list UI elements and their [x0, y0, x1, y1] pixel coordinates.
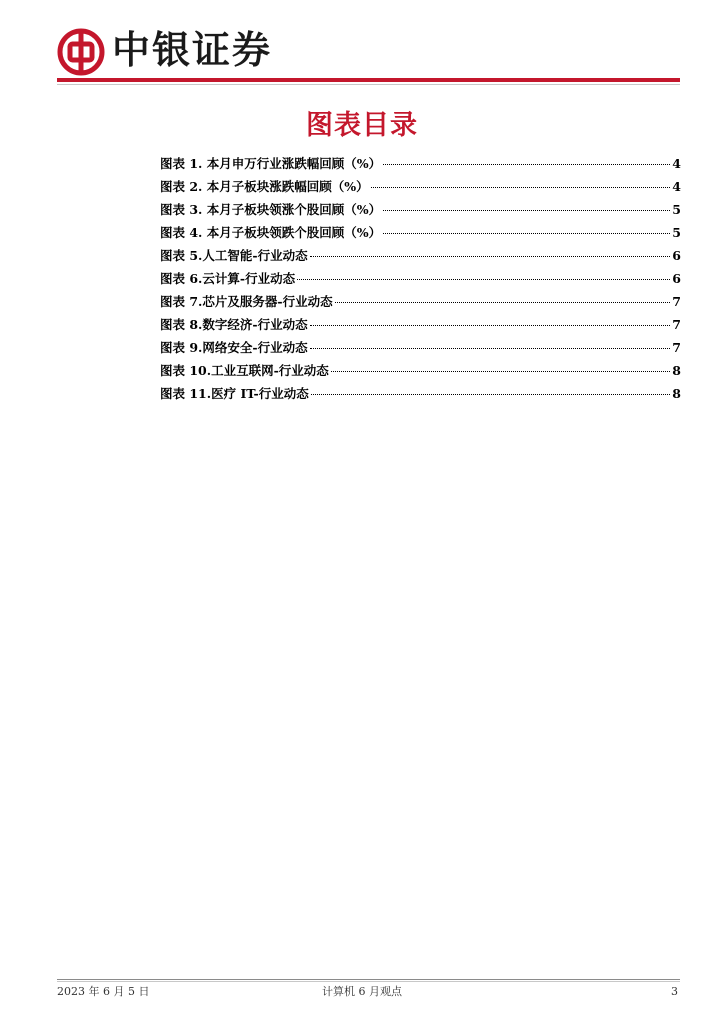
toc-entry-page: 7 — [672, 340, 681, 355]
footer-date: 2023 年 6 月 5 日 — [57, 985, 150, 998]
toc-entry-page: 8 — [672, 386, 681, 401]
toc-entry-label: 图表 5.人工智能-行业动态 — [160, 248, 308, 263]
toc-entry-label: 图表 8.数字经济-行业动态 — [160, 317, 308, 332]
toc-entry[interactable] — [160, 221, 681, 244]
toc-entry-label: 图表 6.云计算-行业动态 — [160, 271, 296, 286]
toc-title: 图表目录 — [306, 110, 418, 141]
toc-entry[interactable] — [160, 382, 681, 405]
footer-divider-thin — [57, 981, 680, 982]
dot-leader — [383, 233, 670, 234]
bank-of-china-logo-icon — [57, 28, 105, 76]
footer-report-title: 计算机 6 月观点 — [322, 985, 402, 998]
toc-entry-label: 图表 7.芯片及服务器-行业动态 — [160, 294, 333, 309]
toc-entry-page: 7 — [672, 317, 681, 332]
dot-leader — [310, 325, 671, 326]
dot-leader — [335, 302, 671, 303]
toc-entry-label: 图表 11.医疗 IT-行业动态 — [160, 386, 309, 401]
toc-entry-label: 图表 10.工业互联网-行业动态 — [160, 363, 329, 378]
page-header — [0, 0, 724, 90]
table-of-figures — [160, 152, 681, 405]
toc-entry[interactable] — [160, 267, 681, 290]
dot-leader — [383, 210, 670, 211]
brand-name: 中银证券 — [112, 27, 273, 72]
toc-entry[interactable] — [160, 290, 681, 313]
dot-leader — [297, 279, 670, 280]
toc-entry-page: 8 — [672, 363, 681, 378]
toc-entry-page: 7 — [672, 294, 681, 309]
toc-entry-page: 6 — [672, 271, 681, 286]
header-divider-thin — [57, 84, 680, 85]
toc-entry[interactable] — [160, 244, 681, 267]
toc-entry-label: 图表 2. 本月子板块涨跌幅回顾（%） — [160, 179, 369, 194]
toc-entry-page: 4 — [672, 156, 681, 171]
toc-entry[interactable] — [160, 336, 681, 359]
toc-entry-label: 图表 3. 本月子板块领涨个股回顾（%） — [160, 202, 382, 217]
footer-divider — [57, 979, 680, 980]
toc-entry[interactable] — [160, 175, 681, 198]
toc-entry-page: 5 — [672, 202, 681, 217]
dot-leader — [331, 371, 671, 372]
toc-entry-label: 图表 9.网络安全-行业动态 — [160, 340, 308, 355]
toc-entry[interactable] — [160, 198, 681, 221]
toc-entry[interactable] — [160, 152, 681, 175]
dot-leader — [310, 256, 671, 257]
toc-entry-label: 图表 1. 本月申万行业涨跌幅回顾（%） — [160, 156, 382, 171]
dot-leader — [371, 187, 671, 188]
toc-entry-label: 图表 4. 本月子板块领跌个股回顾（%） — [160, 225, 382, 240]
footer-page-number: 3 — [671, 985, 678, 998]
dot-leader — [310, 348, 671, 349]
toc-entry-page: 6 — [672, 248, 681, 263]
toc-entry-page: 4 — [672, 179, 681, 194]
header-divider — [57, 78, 680, 82]
toc-entry-page: 5 — [672, 225, 681, 240]
toc-entry[interactable] — [160, 313, 681, 336]
toc-entry[interactable] — [160, 359, 681, 382]
dot-leader — [311, 394, 671, 395]
dot-leader — [383, 164, 670, 165]
